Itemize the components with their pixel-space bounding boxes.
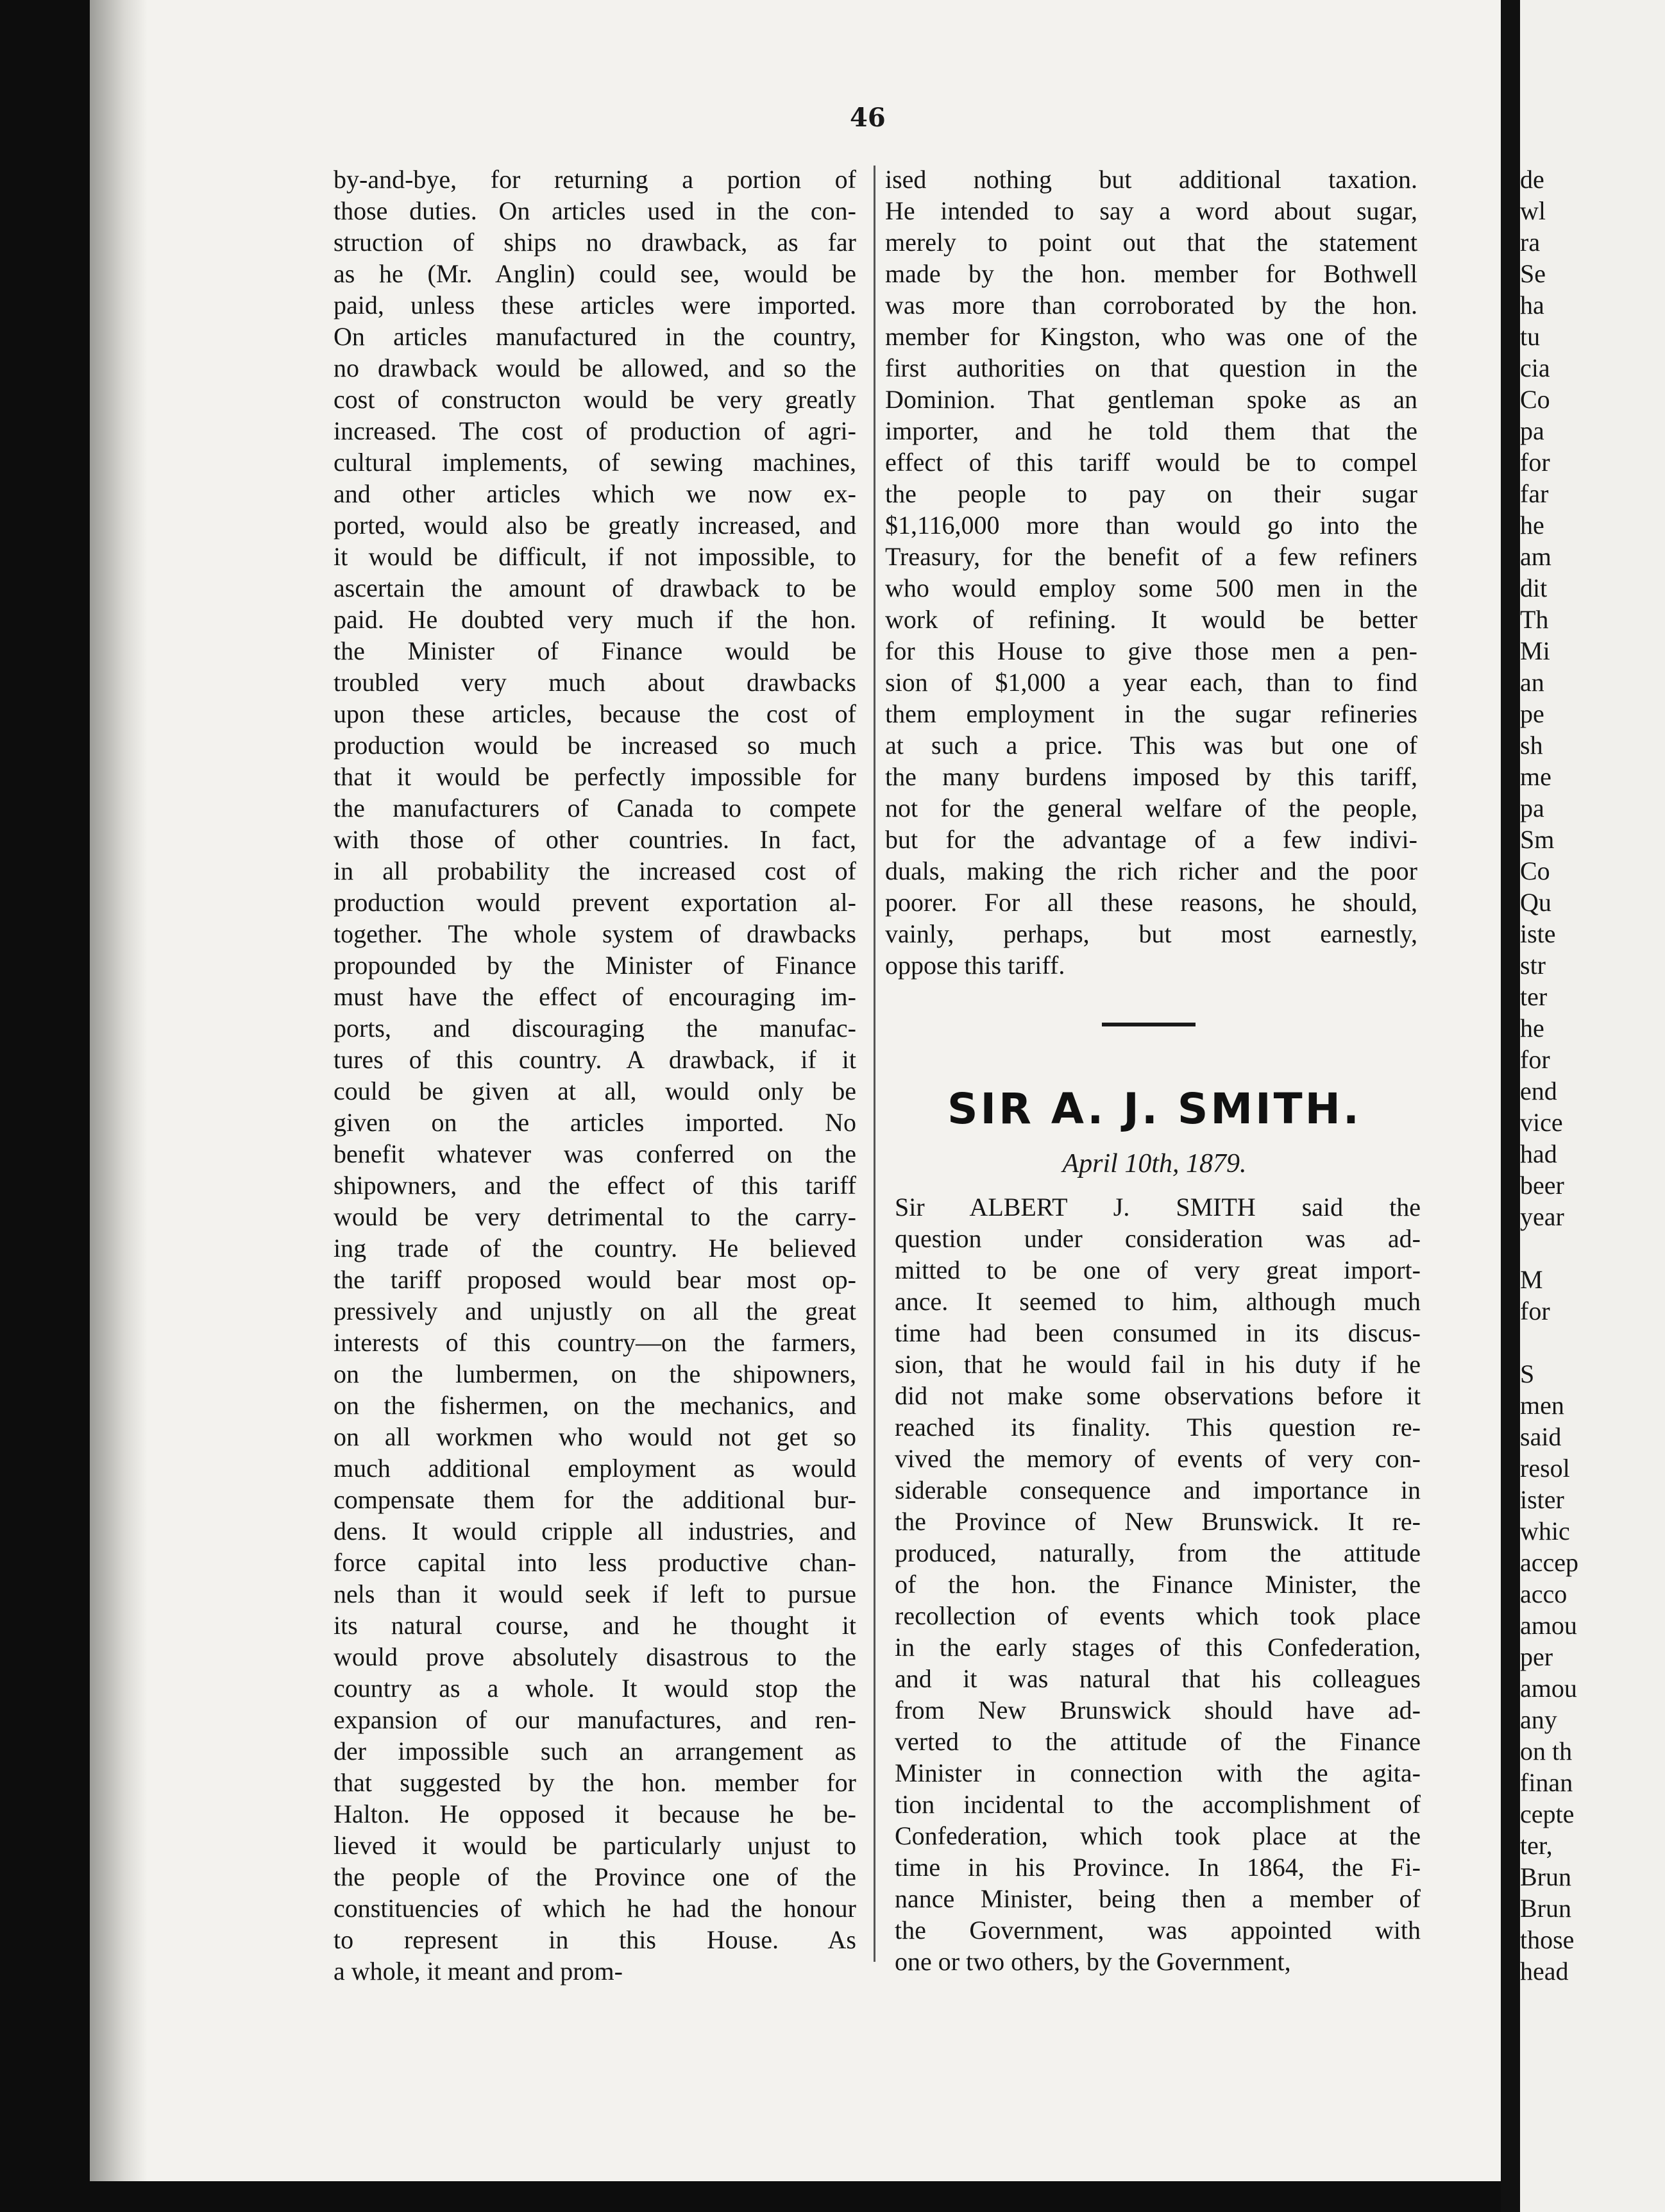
text-line: Minister in connection with the agita-: [895, 1758, 1421, 1787]
fragment-line: Mi: [1520, 636, 1550, 665]
fragment-line: had: [1520, 1139, 1557, 1168]
page-binding-shadow: [90, 0, 148, 2181]
text-line: Dominion. That gentleman spoke as an: [885, 385, 1417, 414]
text-line: constituencies of which he had the honour: [334, 1894, 856, 1923]
fragment-line: pe: [1520, 699, 1544, 728]
text-line: recollection of events which took place: [895, 1601, 1421, 1630]
text-line: of the hon. the Finance Minister, the: [895, 1570, 1421, 1599]
text-line: by-and-bye, for returning a portion of: [334, 165, 856, 194]
speech-heading: SIR A. J. SMITH.: [947, 1084, 1362, 1134]
fragment-line: head: [1520, 1957, 1569, 1986]
text-line: On articles manufactured in the country,: [334, 322, 856, 351]
speech-date: April 10th, 1879.: [1062, 1149, 1247, 1178]
text-line: ascertain the amount of drawback to be: [334, 574, 856, 602]
text-line: much additional employment as would: [334, 1454, 856, 1483]
text-line: that suggested by the hon. member for: [334, 1768, 856, 1797]
fragment-line: am: [1520, 542, 1551, 571]
text-line: struction of ships no drawback, as far: [334, 228, 856, 257]
page-gutter: [1501, 0, 1520, 2212]
fragment-line: pa: [1520, 416, 1544, 445]
fragment-line: he: [1520, 511, 1544, 540]
fragment-line: de: [1520, 165, 1544, 194]
fragment-line: per: [1520, 1642, 1553, 1671]
text-line: the people to pay on their sugar: [885, 479, 1417, 508]
fragment-line: amou: [1520, 1674, 1577, 1703]
fragment-line: resol: [1520, 1454, 1570, 1483]
fragment-line: me: [1520, 762, 1551, 791]
fragment-line: wl: [1520, 196, 1546, 225]
text-line: ing trade of the country. He believed: [334, 1234, 856, 1263]
text-line: cost of constructon would be very greatly: [334, 385, 856, 414]
fragment-line: acco: [1520, 1579, 1568, 1608]
text-line: effect of this tariff would be to compel: [885, 448, 1417, 477]
fragment-line: ter,: [1520, 1831, 1553, 1860]
text-line: them employment in the sugar refineries: [885, 699, 1417, 728]
fragment-line: any: [1520, 1705, 1557, 1734]
text-line: cultural implements, of sewing machines,: [334, 448, 856, 477]
fragment-line: Th: [1520, 605, 1549, 634]
text-line: on the lumbermen, on the shipowners,: [334, 1359, 856, 1388]
text-line: [895, 1191, 1421, 1223]
text-line: at such a price. This was but one of: [885, 731, 1417, 760]
text-line: those duties. On articles used in the con-: [334, 196, 856, 225]
column-divider: [874, 166, 875, 1962]
fragment-line: for: [1520, 1297, 1550, 1325]
fragment-line: Co: [1520, 856, 1550, 885]
text-line: benefit whatever was conferred on the: [334, 1139, 856, 1168]
text-line: pressively and unjustly on all the great: [334, 1297, 856, 1325]
text-line: importer, and he told them that the: [885, 416, 1417, 445]
text-line: not for the general welfare of the people,: [885, 794, 1417, 822]
fragment-line: beer: [1520, 1171, 1564, 1200]
fragment-line: sh: [1520, 731, 1543, 760]
fragment-line: he: [1520, 1014, 1544, 1042]
text-line: on all workmen who would not get so: [334, 1422, 856, 1451]
fragment-line: Se: [1520, 259, 1546, 288]
text-line: who would employ some 500 men in the: [885, 574, 1417, 602]
text-line: He intended to say a word about sugar,: [885, 196, 1417, 225]
text-line: shipowners, and the effect of this tariff: [334, 1171, 856, 1200]
text-line: as he (Mr. Anglin) could see, would be: [334, 259, 856, 288]
fragment-line: ter: [1520, 982, 1548, 1011]
text-line: paid, unless these articles were imported.: [334, 291, 856, 319]
text-line: der impossible such an arrangement as: [334, 1737, 856, 1765]
text-line: Confederation, which took place at the: [895, 1821, 1421, 1850]
text-line: the Minister of Finance would be: [334, 636, 856, 665]
text-line: question under consideration was ad-: [895, 1224, 1421, 1253]
scan-mark: [0, 828, 26, 840]
text-line: vainly, perhaps, but most earnestly,: [885, 919, 1417, 948]
fragment-line: ha: [1520, 291, 1544, 319]
text-line: could be given at all, would only be: [334, 1076, 856, 1105]
text-line: compensate them for the additional bur-: [334, 1485, 856, 1514]
text-line: one or two others, by the Government,: [895, 1947, 1291, 1976]
text-line: verted to the attitude of the Finance: [895, 1727, 1421, 1756]
text-line: siderable consequence and importance in: [895, 1476, 1421, 1504]
fragment-line: ister: [1520, 1485, 1564, 1514]
text-line: the manufacturers of Canada to compete: [334, 794, 856, 822]
fragment-line: end: [1520, 1076, 1557, 1105]
text-line: Halton. He opposed it because he be-: [334, 1799, 856, 1828]
text-line: troubled very much about drawbacks: [334, 668, 856, 697]
text-line: ported, would also be greatly increased, and: [334, 511, 856, 540]
text-line: together. The whole system of drawbacks: [334, 919, 856, 948]
fragment-line: those: [1520, 1925, 1575, 1954]
fragment-line: said: [1520, 1422, 1562, 1451]
text-line: its natural course, and he thought it: [334, 1611, 856, 1640]
text-line: the tariff proposed would bear most op-: [334, 1265, 856, 1294]
text-line: reached its finality. This question re-: [895, 1413, 1421, 1442]
text-line: first authorities on that question in the: [885, 353, 1417, 382]
fragment-line: men: [1520, 1391, 1564, 1420]
text-line: must have the effect of encouraging im-: [334, 982, 856, 1011]
text-line: given on the articles imported. No: [334, 1108, 856, 1137]
text-line: duals, making the rich richer and the poor: [885, 856, 1417, 885]
fragment-line: Qu: [1520, 888, 1551, 917]
text-line: and other articles which we now ex-: [334, 479, 856, 508]
text-line: merely to point out that the statement: [885, 228, 1417, 257]
text-line: tion incidental to the accomplishment of: [895, 1790, 1421, 1819]
text-line: $1,116,000 more than would go into the: [885, 511, 1417, 540]
text-line: mitted to be one of very great import-: [895, 1255, 1421, 1284]
text-line: poorer. For all these reasons, he should,: [885, 888, 1417, 917]
text-line: no drawback would be allowed, and so the: [334, 353, 856, 382]
text-line: the people of the Province one of the: [334, 1862, 856, 1891]
fragment-line: amou: [1520, 1611, 1577, 1640]
fragment-line: dit: [1520, 574, 1548, 602]
text-line: force capital into less productive chan-: [334, 1548, 856, 1577]
fragment-line: whic: [1520, 1517, 1570, 1545]
text-line: ised nothing but additional taxation.: [885, 165, 1417, 194]
text-line: vived the memory of events of very con-: [895, 1444, 1421, 1473]
text-run: said the: [1255, 1193, 1421, 1221]
right-text-column: [885, 164, 1417, 981]
text-line: from New Brunswick should have ad-: [895, 1696, 1421, 1724]
left-text-column: [334, 164, 856, 1987]
text-line: time had been consumed in its discus-: [895, 1318, 1421, 1347]
fragment-line: [1520, 1232, 1578, 1264]
text-line: made by the hon. member for Bothwell: [885, 259, 1417, 288]
fragment-line: vice: [1520, 1108, 1563, 1137]
text-line: but for the advantage of a few indivi-: [885, 825, 1417, 854]
text-line: lieved it would be particularly unjust to: [334, 1831, 856, 1860]
fragment-line: S: [1520, 1359, 1535, 1388]
fragment-line: ra: [1520, 228, 1541, 257]
fragment-line: tu: [1520, 322, 1541, 351]
text-line: upon these articles, because the cost of: [334, 699, 856, 728]
fragment-line: on th: [1520, 1737, 1573, 1765]
text-line: the Government, was appointed with: [895, 1916, 1421, 1944]
fragment-line: M: [1520, 1265, 1543, 1294]
text-line: production would be increased so much: [334, 731, 856, 760]
text-line: on the fishermen, on the mechanics, and: [334, 1391, 856, 1420]
fragment-line: pa: [1520, 794, 1544, 822]
text-line: sion of $1,000 a year each, than to find: [885, 668, 1417, 697]
text-line: in the early stages of this Confederation,: [895, 1633, 1421, 1662]
fragment-line: iste: [1520, 919, 1556, 948]
text-line: tures of this country. A drawback, if it: [334, 1045, 856, 1074]
text-line: with those of other countries. In fact,: [334, 825, 856, 854]
text-line: nels than it would seek if left to pursue: [334, 1579, 856, 1608]
fragment-line: year: [1520, 1202, 1564, 1231]
text-line: production would prevent exportation al-: [334, 888, 856, 917]
text-line: that it would be perfectly impossible for: [334, 762, 856, 791]
text-line: member for Kingston, who was one of the: [885, 322, 1417, 351]
adjacent-page-text: [1520, 164, 1578, 1987]
text-line: ports, and discouraging the manufac-: [334, 1014, 856, 1042]
text-line: did not make some observations before it: [895, 1381, 1421, 1410]
fragment-line: Brun: [1520, 1862, 1571, 1891]
fragment-line: for: [1520, 448, 1550, 477]
fragment-line: an: [1520, 668, 1544, 697]
page-number: 46: [850, 103, 886, 133]
text-line: the many burdens imposed by this tariff,: [885, 762, 1417, 791]
text-line: Treasury, for the benefit of a few refiners: [885, 542, 1417, 571]
text-line: for this House to give those men a pen-: [885, 636, 1417, 665]
text-line: work of refining. It would be better: [885, 605, 1417, 634]
text-line: it would be difficult, if not impossible, to: [334, 542, 856, 571]
text-line: paid. He doubted very much if the hon.: [334, 605, 856, 634]
fragment-line: cepte: [1520, 1799, 1575, 1828]
text-line: dens. It would cripple all industries, and: [334, 1517, 856, 1545]
text-line: a whole, it meant and prom-: [334, 1957, 623, 1986]
text-line: would prove absolutely disastrous to the: [334, 1642, 856, 1671]
text-line: nance Minister, being then a member of: [895, 1884, 1421, 1913]
fragment-line: [1520, 1327, 1578, 1358]
text-line: interests of this country—on the farmers,: [334, 1328, 856, 1357]
fragment-line: far: [1520, 479, 1549, 508]
text-line: expansion of our manufactures, and ren-: [334, 1705, 856, 1734]
fragment-line: str: [1520, 951, 1546, 980]
text-line: oppose this tariff.: [885, 951, 1065, 980]
text-line: sion, that he would fail in his duty if he: [895, 1350, 1421, 1379]
text-line: produced, naturally, from the attitude: [895, 1538, 1421, 1567]
speaker-name: Sir ALBERT J. SMITH: [895, 1193, 1256, 1221]
fragment-line: Brun: [1520, 1894, 1571, 1923]
text-line: would be very detrimental to the carry-: [334, 1202, 856, 1231]
text-line: ance. It seemed to him, although much: [895, 1287, 1421, 1316]
text-line: and it was natural that his colleagues: [895, 1664, 1421, 1693]
fragment-line: cia: [1520, 353, 1550, 382]
fragment-line: Co: [1520, 385, 1550, 414]
text-line: increased. The cost of production of agri-: [334, 416, 856, 445]
section-rule: [1102, 1023, 1196, 1026]
text-line: country as a whole. It would stop the: [334, 1674, 856, 1703]
text-line: the Province of New Brunswick. It re-: [895, 1507, 1421, 1536]
fragment-line: accep: [1520, 1548, 1579, 1577]
text-line: in all probability the increased cost of: [334, 856, 856, 885]
text-line: was more than corroborated by the hon.: [885, 291, 1417, 319]
fragment-line: finan: [1520, 1768, 1573, 1797]
text-line: propounded by the Minister of Finance: [334, 951, 856, 980]
text-line: time in his Province. In 1864, the Fi-: [895, 1853, 1421, 1882]
text-line: to represent in this House. As: [334, 1925, 856, 1954]
speech-text-column: [895, 1191, 1421, 1977]
fragment-line: Sm: [1520, 825, 1555, 854]
fragment-line: for: [1520, 1045, 1550, 1074]
